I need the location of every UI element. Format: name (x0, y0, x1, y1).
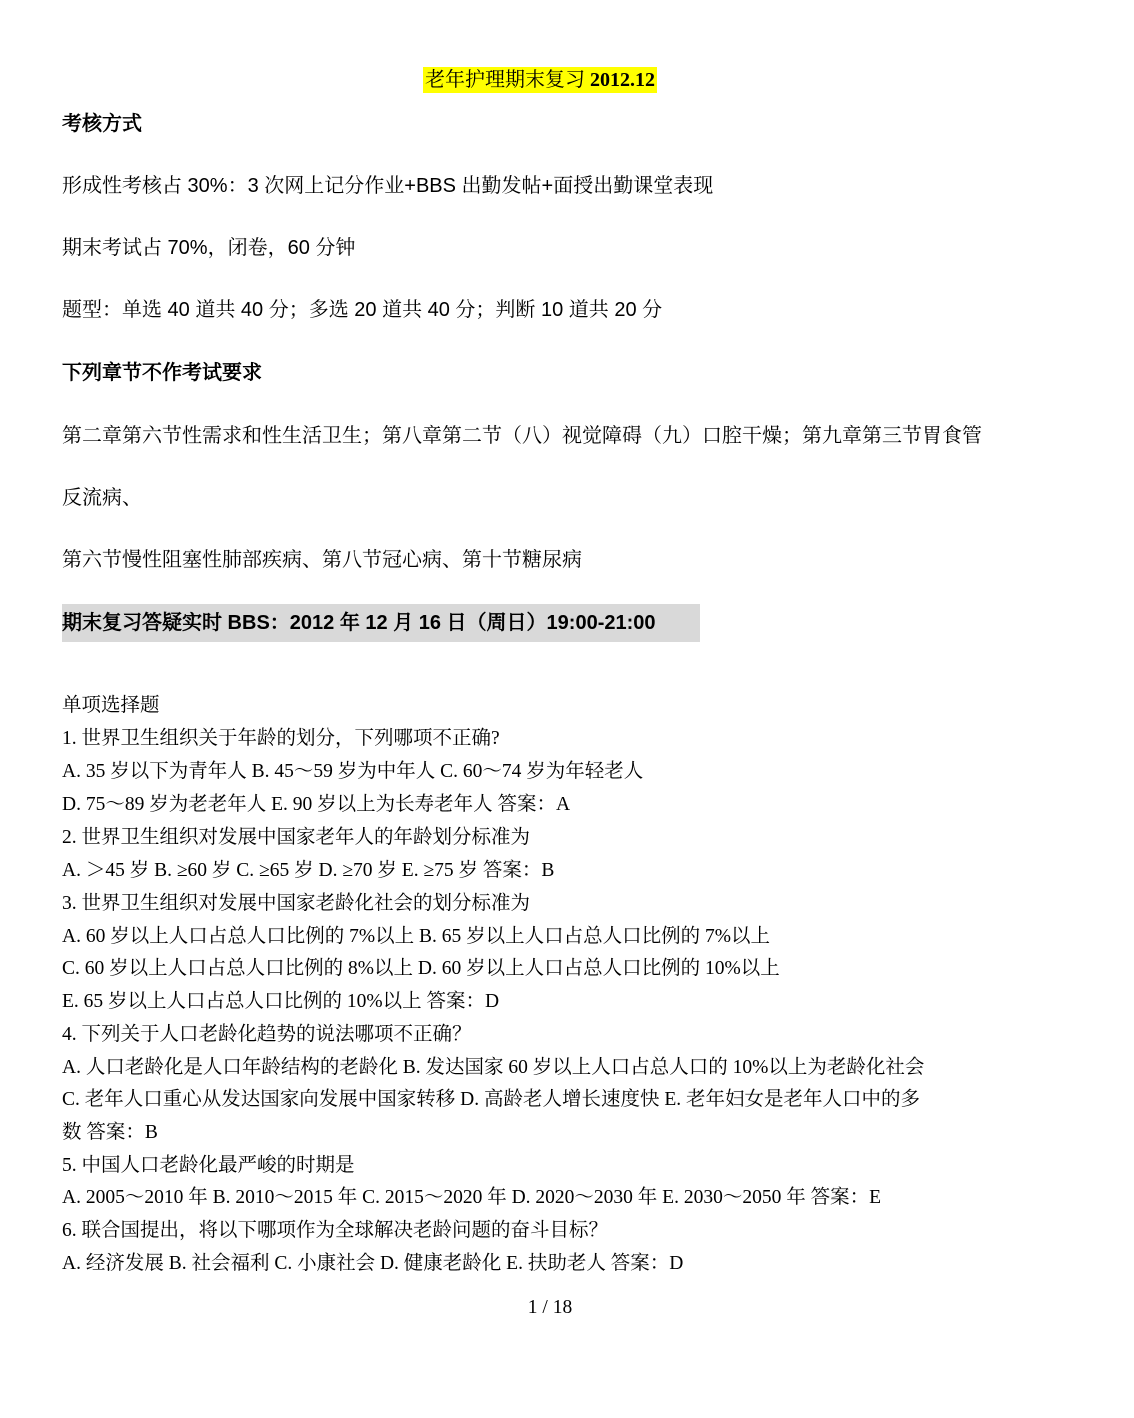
title-date: 2012.12 (590, 69, 655, 91)
question-line: A. 35 岁以下为青年人 B. 45～59 岁为中年人 C. 60～74 岁为年轻老人 (62, 761, 644, 782)
question-line: A. 经济发展 B. 社会福利 C. 小康社会 D. 健康老龄化 E. 扶助老人 答案：D (62, 1253, 684, 1274)
question-line: 1. 世界卫生组织关于年龄的划分，下列哪项不正确? (62, 728, 500, 749)
question-line: A. ＞45 岁 B. ≥60 岁 C. ≥65 岁 D. ≥70 岁 E. ≥75 岁 答案：B (62, 860, 555, 881)
question-line: C. 60 岁以上人口占总人口比例的 8%以上 D. 60 岁以上人口占总人口比例的 10%以上 (62, 958, 780, 979)
document-title (423, 67, 657, 93)
question-line: C. 老年人口重心从发达国家向发展中国家转移 D. 高龄老人增长速度快 E. 老年妇女是老年人口中的多 (62, 1089, 921, 1110)
bbs-notice: 期末复习答疑实时 BBS：2012 年 12 月 16 日（周日）19:00-21:00 (62, 604, 700, 642)
question-line: 5. 中国人口老龄化最严峻的时期是 (62, 1155, 355, 1176)
question-line: A. 人口老龄化是人口年龄结构的老龄化 B. 发达国家 60 岁以上人口占总人口的 10%以上为老龄化社会 (62, 1057, 925, 1078)
page-indicator: 1 / 18 (527, 1297, 573, 1318)
question-line: 4. 下列关于人口老龄化趋势的说法哪项不正确？ (62, 1024, 472, 1045)
excluded-line: 第二章第六节性需求和性生活卫生；第八章第二节（八）视觉障碍（九）口腔干燥；第九章第三节胃食管 (62, 425, 982, 447)
question-section-heading: 单项选择题 (62, 695, 160, 716)
question-line: D. 75～89 岁为老老年人 E. 90 岁以上为长寿老年人 答案：A (62, 794, 571, 815)
question-line: E. 65 岁以上人口占总人口比例的 10%以上 答案：D (62, 991, 500, 1012)
title-text: 老年护理期末复习 (425, 69, 585, 91)
question-line: 6. 联合国提出，将以下哪项作为全球解决老龄问题的奋斗目标？ (62, 1220, 609, 1241)
assessment-line: 期末考试占 70%，闭卷，60 分钟 (62, 237, 356, 259)
assessment-line: 题型：单选 40 道共 40 分；多选 20 道共 40 分；判断 10 道共 20 分 (62, 299, 663, 321)
question-line: A. 60 岁以上人口占总人口比例的 7%以上 B. 65 岁以上人口占总人口比例的 7%以上 (62, 926, 770, 947)
excluded-line: 第六节慢性阻塞性肺部疾病、第八节冠心病、第十节糖尿病 (62, 549, 582, 571)
question-line: 3. 世界卫生组织对发展中国家老龄化社会的划分标准为 (62, 893, 531, 914)
excluded-line: 反流病、 (62, 487, 142, 509)
question-line: A. 2005～2010 年 B. 2010～2015 年 C. 2015～2020 年 D. 2020～2030 年 E. 2030～2050 年 答案：E (62, 1187, 882, 1208)
assessment-line: 形成性考核占 30%：3 次网上记分作业+BBS 出勤发帖+面授出勤课堂表现 (62, 175, 714, 197)
assessment-heading: 考核方式 (62, 113, 142, 135)
excluded-heading: 下列章节不作考试要求 (62, 362, 262, 384)
question-line: 2. 世界卫生组织对发展中国家老年人的年龄划分标准为 (62, 827, 531, 848)
question-line: 数 答案：B (62, 1122, 158, 1143)
